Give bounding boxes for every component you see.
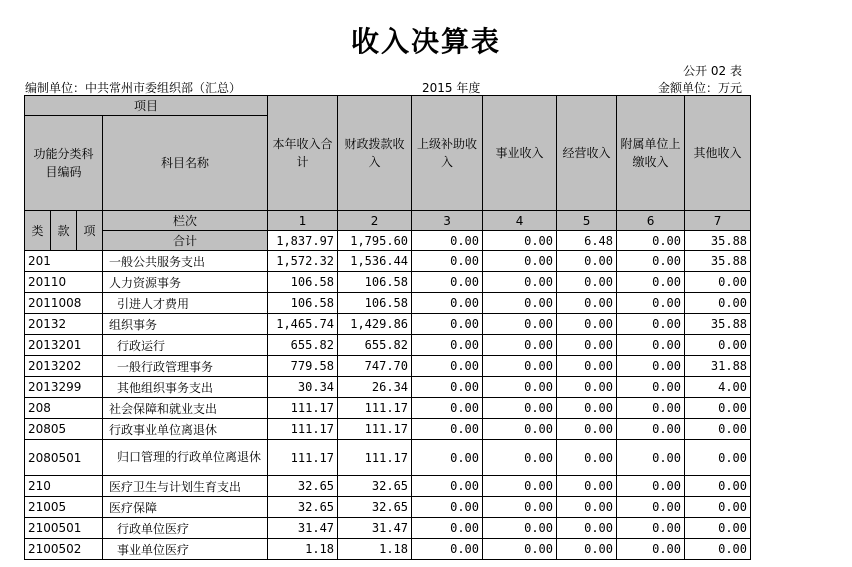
total-value: 1,837.97 <box>268 231 338 251</box>
value-cell: 0.00 <box>617 251 685 272</box>
value-cell: 31.47 <box>268 518 338 539</box>
col-number: 4 <box>483 211 557 231</box>
value-cell: 35.88 <box>685 251 751 272</box>
value-cell: 0.00 <box>685 518 751 539</box>
subject-code: 21005 <box>25 497 103 518</box>
header-func-code: 功能分类科目编码 <box>25 116 103 211</box>
value-cell: 0.00 <box>685 335 751 356</box>
total-value: 0.00 <box>617 231 685 251</box>
col-number: 6 <box>617 211 685 231</box>
value-cell: 0.00 <box>412 476 483 497</box>
value-cell: 0.00 <box>557 356 617 377</box>
value-cell: 111.17 <box>268 398 338 419</box>
amount-unit: 金额单位：万元 <box>657 81 742 95</box>
value-cell: 31.88 <box>685 356 751 377</box>
value-cell: 0.00 <box>685 440 751 476</box>
value-cell: 655.82 <box>268 335 338 356</box>
value-cell: 0.00 <box>617 377 685 398</box>
value-cell: 0.00 <box>557 518 617 539</box>
table-row <box>25 440 751 476</box>
subject-code: 201 <box>25 251 103 272</box>
subject-name: 医疗保障 <box>103 497 268 518</box>
value-cell: 0.00 <box>483 335 557 356</box>
table-row <box>25 539 751 560</box>
col-number: 5 <box>557 211 617 231</box>
header-col-5: 经营收入 <box>557 96 617 211</box>
value-cell: 1,465.74 <box>268 314 338 335</box>
value-cell: 111.17 <box>268 419 338 440</box>
subject-name: 事业单位医疗 <box>103 539 268 560</box>
header-kuan: 款 <box>51 211 77 251</box>
value-cell: 0.00 <box>617 518 685 539</box>
table-row <box>25 293 751 314</box>
value-cell: 0.00 <box>557 251 617 272</box>
value-cell: 1.18 <box>338 539 412 560</box>
value-cell: 0.00 <box>483 539 557 560</box>
value-cell: 0.00 <box>557 398 617 419</box>
table-row <box>25 251 751 272</box>
form-number: 公开 02 表 <box>683 64 742 78</box>
total-value: 0.00 <box>412 231 483 251</box>
value-cell: 0.00 <box>617 440 685 476</box>
total-row <box>25 231 751 251</box>
header-col-7: 其他收入 <box>685 96 751 211</box>
subject-name: 行政运行 <box>103 335 268 356</box>
subject-code: 20132 <box>25 314 103 335</box>
value-cell: 747.70 <box>338 356 412 377</box>
header-xiang: 项 <box>77 211 103 251</box>
subject-name: 行政事业单位离退休 <box>103 419 268 440</box>
value-cell: 0.00 <box>412 356 483 377</box>
header-col-1: 本年收入合计 <box>268 96 338 211</box>
header-col-6: 附属单位上缴收入 <box>617 96 685 211</box>
value-cell: 0.00 <box>617 335 685 356</box>
value-cell: 0.00 <box>617 272 685 293</box>
value-cell: 0.00 <box>685 272 751 293</box>
table-row <box>25 476 751 497</box>
value-cell: 0.00 <box>483 377 557 398</box>
table-row <box>25 518 751 539</box>
value-cell: 1,572.32 <box>268 251 338 272</box>
value-cell: 0.00 <box>557 335 617 356</box>
compiling-unit: 编制单位：中共常州市委组织部（汇总） <box>25 81 242 95</box>
subject-name: 其他组织事务支出 <box>103 377 268 398</box>
total-value: 0.00 <box>483 231 557 251</box>
header-col-2: 财政拨款收入 <box>338 96 412 211</box>
value-cell: 0.00 <box>483 476 557 497</box>
header-project: 项目 <box>25 96 268 116</box>
income-table <box>24 95 751 560</box>
value-cell: 0.00 <box>685 539 751 560</box>
value-cell: 0.00 <box>483 518 557 539</box>
value-cell: 32.65 <box>338 476 412 497</box>
table-row <box>25 398 751 419</box>
value-cell: 0.00 <box>557 440 617 476</box>
value-cell: 0.00 <box>412 251 483 272</box>
value-cell: 0.00 <box>483 293 557 314</box>
table-row <box>25 335 751 356</box>
value-cell: 0.00 <box>412 398 483 419</box>
total-value: 1,795.60 <box>338 231 412 251</box>
value-cell: 0.00 <box>617 419 685 440</box>
row-number-label: 栏次 <box>103 211 268 231</box>
subject-code: 2013299 <box>25 377 103 398</box>
value-cell: 0.00 <box>617 539 685 560</box>
table-row <box>25 314 751 335</box>
header-col-4: 事业收入 <box>483 96 557 211</box>
value-cell: 1,429.86 <box>338 314 412 335</box>
subject-code: 2100501 <box>25 518 103 539</box>
value-cell: 0.00 <box>483 440 557 476</box>
value-cell: 0.00 <box>557 293 617 314</box>
value-cell: 0.00 <box>685 398 751 419</box>
value-cell: 111.17 <box>338 440 412 476</box>
subject-code: 2013201 <box>25 335 103 356</box>
header-subject-name: 科目名称 <box>103 116 268 211</box>
table-row <box>25 419 751 440</box>
table-row <box>25 272 751 293</box>
value-cell: 0.00 <box>685 419 751 440</box>
subject-code: 208 <box>25 398 103 419</box>
value-cell: 0.00 <box>412 335 483 356</box>
value-cell: 0.00 <box>483 398 557 419</box>
value-cell: 106.58 <box>338 293 412 314</box>
col-number: 7 <box>685 211 751 231</box>
value-cell: 1.18 <box>268 539 338 560</box>
value-cell: 0.00 <box>412 314 483 335</box>
subject-name: 组织事务 <box>103 314 268 335</box>
total-label: 合计 <box>103 231 268 251</box>
subject-code: 20110 <box>25 272 103 293</box>
value-cell: 0.00 <box>412 419 483 440</box>
value-cell: 0.00 <box>412 293 483 314</box>
value-cell: 0.00 <box>557 539 617 560</box>
subject-code: 2013202 <box>25 356 103 377</box>
subject-name: 社会保障和就业支出 <box>103 398 268 419</box>
col-number: 2 <box>338 211 412 231</box>
col-number: 3 <box>412 211 483 231</box>
table-row <box>25 377 751 398</box>
subject-code: 2011008 <box>25 293 103 314</box>
value-cell: 0.00 <box>412 518 483 539</box>
subject-name: 医疗卫生与计划生育支出 <box>103 476 268 497</box>
value-cell: 0.00 <box>557 377 617 398</box>
value-cell: 32.65 <box>268 476 338 497</box>
value-cell: 106.58 <box>338 272 412 293</box>
subject-name: 人力资源事务 <box>103 272 268 293</box>
value-cell: 0.00 <box>685 293 751 314</box>
total-value: 6.48 <box>557 231 617 251</box>
value-cell: 779.58 <box>268 356 338 377</box>
value-cell: 4.00 <box>685 377 751 398</box>
fiscal-year: 2015 年度 <box>422 81 481 95</box>
value-cell: 0.00 <box>617 314 685 335</box>
value-cell: 32.65 <box>268 497 338 518</box>
table-row <box>25 497 751 518</box>
value-cell: 655.82 <box>338 335 412 356</box>
value-cell: 0.00 <box>483 314 557 335</box>
subject-name: 归口管理的行政单位离退休 <box>103 440 268 476</box>
value-cell: 111.17 <box>338 419 412 440</box>
value-cell: 26.34 <box>338 377 412 398</box>
subject-code: 2100502 <box>25 539 103 560</box>
value-cell: 0.00 <box>412 539 483 560</box>
value-cell: 0.00 <box>617 293 685 314</box>
value-cell: 111.17 <box>268 440 338 476</box>
header-col-3: 上级补助收入 <box>412 96 483 211</box>
value-cell: 0.00 <box>617 476 685 497</box>
value-cell: 0.00 <box>483 272 557 293</box>
value-cell: 0.00 <box>617 398 685 419</box>
col-number: 1 <box>268 211 338 231</box>
subject-name: 一般公共服务支出 <box>103 251 268 272</box>
value-cell: 0.00 <box>617 497 685 518</box>
subject-name: 行政单位医疗 <box>103 518 268 539</box>
value-cell: 35.88 <box>685 314 751 335</box>
value-cell: 0.00 <box>412 497 483 518</box>
subject-name: 一般行政管理事务 <box>103 356 268 377</box>
subject-code: 2080501 <box>25 440 103 476</box>
value-cell: 106.58 <box>268 293 338 314</box>
value-cell: 0.00 <box>685 476 751 497</box>
subject-code: 210 <box>25 476 103 497</box>
value-cell: 0.00 <box>483 419 557 440</box>
value-cell: 1,536.44 <box>338 251 412 272</box>
table-row <box>25 356 751 377</box>
value-cell: 0.00 <box>557 476 617 497</box>
value-cell: 0.00 <box>483 251 557 272</box>
subject-name: 引进人才费用 <box>103 293 268 314</box>
value-cell: 31.47 <box>338 518 412 539</box>
value-cell: 0.00 <box>557 419 617 440</box>
value-cell: 0.00 <box>483 497 557 518</box>
subject-code: 20805 <box>25 419 103 440</box>
value-cell: 0.00 <box>412 377 483 398</box>
value-cell: 32.65 <box>338 497 412 518</box>
value-cell: 0.00 <box>412 440 483 476</box>
value-cell: 106.58 <box>268 272 338 293</box>
page-title: 收入决算表 <box>350 25 501 58</box>
total-value: 35.88 <box>685 231 751 251</box>
value-cell: 0.00 <box>557 497 617 518</box>
value-cell: 0.00 <box>685 497 751 518</box>
value-cell: 30.34 <box>268 377 338 398</box>
header-lei: 类 <box>25 211 51 251</box>
value-cell: 0.00 <box>557 272 617 293</box>
value-cell: 0.00 <box>412 272 483 293</box>
value-cell: 0.00 <box>557 314 617 335</box>
value-cell: 0.00 <box>483 356 557 377</box>
value-cell: 0.00 <box>617 356 685 377</box>
value-cell: 111.17 <box>338 398 412 419</box>
